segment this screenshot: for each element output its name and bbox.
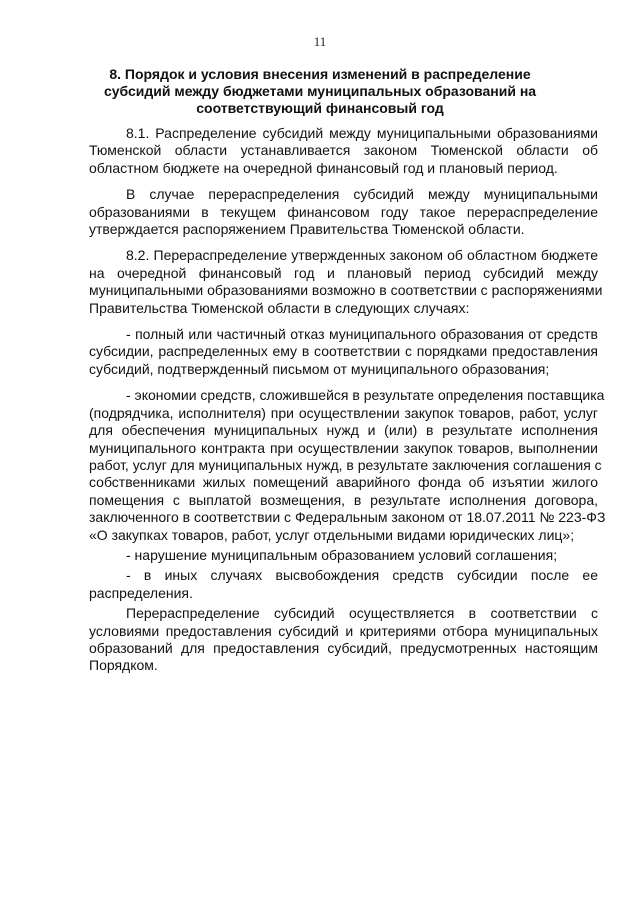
list-item-violation xyxy=(89,547,598,564)
text-line: Правительства Тюменской области в следующих случаях: xyxy=(89,299,470,316)
text-line: собственниками жилых помещений аварийного фонда об изъятии жилого xyxy=(89,474,598,491)
text-line: для обеспечения муниципальных нужд и (или) в результате исполнения xyxy=(89,422,598,439)
text-line: помещения с выплатой возмещения, в результате исполнения договора, xyxy=(89,491,598,508)
text-line: утверждается распоряжением Правительства Тюменской области. xyxy=(89,221,525,238)
text-line: образованиями в текущем финансовом году такое перераспределение xyxy=(89,203,598,220)
text-line: муниципального контракта при осуществлении закупок товаров, выполнении xyxy=(89,439,598,456)
list-item-other-cases xyxy=(89,567,598,602)
section-heading xyxy=(90,66,550,117)
text-line: на очередной финансовый год и плановый период субсидий между xyxy=(89,264,598,281)
text-line: Перераспределение субсидий осуществляется в соответствии с xyxy=(126,605,598,622)
list-item-refusal xyxy=(89,326,598,378)
text-line: Порядком. xyxy=(89,657,158,674)
text-line: 8.2. Перераспределение утвержденных законом об областном бюджете xyxy=(126,247,598,264)
heading-line: соответствующий финансовый год xyxy=(196,100,444,116)
text-line: образований для предоставления субсидий, предусмотренных настоящим xyxy=(89,639,598,656)
text-line: субсидий, подтвержденный письмом от муниципального образования; xyxy=(89,360,550,377)
text-line: (подрядчика, исполнителя) при осуществлении закупок товаров, работ, услуг xyxy=(89,404,598,421)
text-line: областном бюджете на очередной финансовый год и плановый период. xyxy=(89,159,558,176)
text-line: условиями предоставления субсидий и критериями отбора муниципальных xyxy=(89,622,598,639)
text-line: Тюменской области устанавливается законом Тюменской области об xyxy=(89,142,598,159)
body-text xyxy=(89,125,606,675)
list-item-savings xyxy=(89,387,606,544)
text-line: - нарушение муниципальным образованием условий соглашения; xyxy=(126,546,558,563)
text-line: работ, услуг для муниципальных нужд, в результате заключения соглашения с xyxy=(89,456,602,473)
text-line: В случае перераспределения субсидий между муниципальными xyxy=(126,186,598,203)
paragraph-8-1 xyxy=(89,125,598,177)
text-line: заключенного в соответствии с Федеральным законом от 18.07.2011 № 223-ФЗ xyxy=(89,509,606,526)
heading-line: 8. Порядок и условия внесения изменений в распределение xyxy=(109,66,531,82)
paragraph-redistribution-conditions xyxy=(89,605,598,675)
text-line: «О закупках товаров, работ, услуг отдельными видами юридических лиц»; xyxy=(89,526,575,543)
text-line: - полный или частичный отказ муниципального образования от средств xyxy=(126,326,598,343)
text-line: 8.1. Распределение субсидий между муниципальными образованиями xyxy=(126,125,598,141)
heading-line: субсидий между бюджетами муниципальных образований на xyxy=(103,83,537,99)
text-line: - в иных случаях высвобождения средств субсидии после ее xyxy=(126,567,598,584)
paragraph-redistribution-current-year xyxy=(89,186,598,238)
page-number: 11 xyxy=(313,34,327,49)
paragraph-8-2 xyxy=(89,247,603,317)
text-line: распределения. xyxy=(89,584,193,601)
text-line: субсидии, распределенных ему в соответствии с порядками предоставления xyxy=(89,343,598,360)
text-line: муниципальными образованиями возможно в соответствии с распоряжениями xyxy=(89,282,603,299)
text-line: - экономии средств, сложившейся в результате определения поставщика xyxy=(126,387,605,404)
